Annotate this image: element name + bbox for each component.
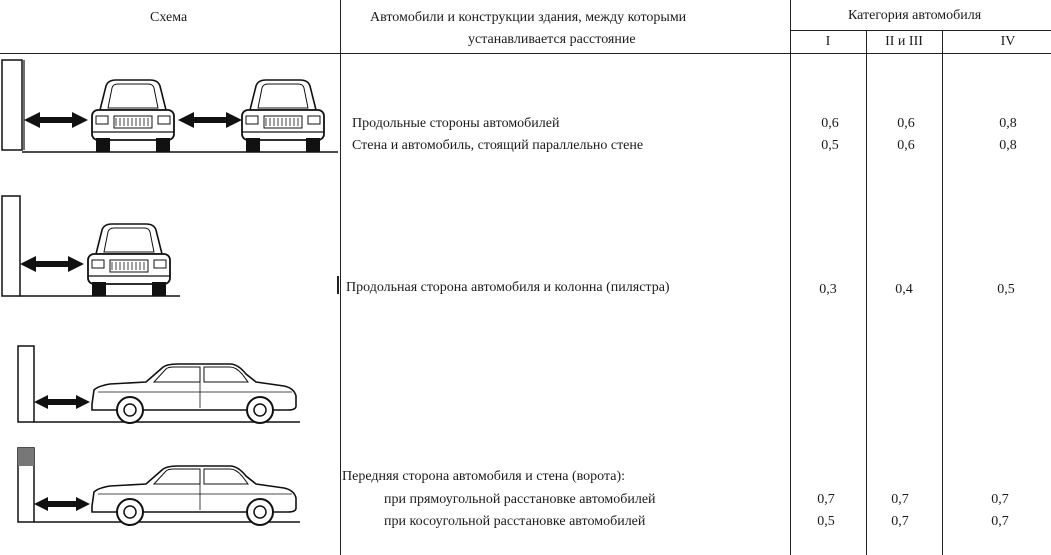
row3-val-3: 0,5 xyxy=(997,282,1015,297)
double-arrow-icon xyxy=(24,112,88,128)
row4-sub1-val-1: 0,7 xyxy=(817,492,835,507)
row3-label: Продольная сторона автомобиля и колонна (пилястра) xyxy=(346,280,670,295)
row4-sub2-val-1: 0,5 xyxy=(817,514,835,529)
row3-val-1: 0,3 xyxy=(819,282,837,297)
car-rear-icon xyxy=(88,224,170,296)
double-arrow-icon xyxy=(34,395,90,409)
row4-sub1-val-3: 0,7 xyxy=(991,492,1009,507)
header-description-line2: устанавливается расстояние xyxy=(468,32,636,47)
car-rear-icon xyxy=(92,80,174,152)
row1-label: Продольные стороны автомобилей xyxy=(352,116,560,131)
row4-label: Передняя сторона автомобиля и стена (ворота): xyxy=(342,469,626,484)
row3-val-2: 0,4 xyxy=(895,282,913,297)
schema-drawings xyxy=(0,0,340,555)
col-divider-cat1 xyxy=(866,30,867,555)
row4-sub1-label: при прямоугольной расстановке автомобилей xyxy=(384,492,656,507)
double-arrow-icon xyxy=(34,497,90,511)
double-arrow-icon xyxy=(178,112,242,128)
row4-sub2-label: при косоугольной расстановке автомобилей xyxy=(384,514,646,529)
row2-val-3: 0,8 xyxy=(999,138,1017,153)
row4-sub1-val-2: 0,7 xyxy=(891,492,909,507)
row1-val-1: 0,6 xyxy=(821,116,839,131)
header-category-1: I xyxy=(825,34,831,49)
col-divider-description xyxy=(790,0,791,555)
car-rear-icon xyxy=(242,80,324,152)
column-icon xyxy=(2,196,20,296)
category-rule xyxy=(790,30,1051,31)
wall-icon xyxy=(2,60,22,150)
header-schema: Схема xyxy=(150,10,188,25)
row2-val-2: 0,6 xyxy=(897,138,915,153)
header-category-2: II и III xyxy=(885,34,923,49)
header-category-3: IV xyxy=(1000,34,1016,49)
wall-icon xyxy=(18,346,34,422)
row1-val-3: 0,8 xyxy=(999,116,1017,131)
car-side-icon xyxy=(92,466,296,525)
double-arrow-icon xyxy=(20,256,84,272)
col-divider-cat2 xyxy=(942,30,943,555)
header-category: Категория автомобиля xyxy=(848,8,982,23)
car-side-icon xyxy=(92,364,296,423)
row4-sub2-val-3: 0,7 xyxy=(991,514,1009,529)
row2-label: Стена и автомобиль, стоящий параллельно стене xyxy=(352,138,644,153)
row2-val-1: 0,5 xyxy=(821,138,839,153)
row4-sub2-val-2: 0,7 xyxy=(891,514,909,529)
header-description-line1: Автомобили и конструкции здания, между которыми xyxy=(370,10,687,25)
row1-val-2: 0,6 xyxy=(897,116,915,131)
col-divider-schema xyxy=(340,0,341,555)
